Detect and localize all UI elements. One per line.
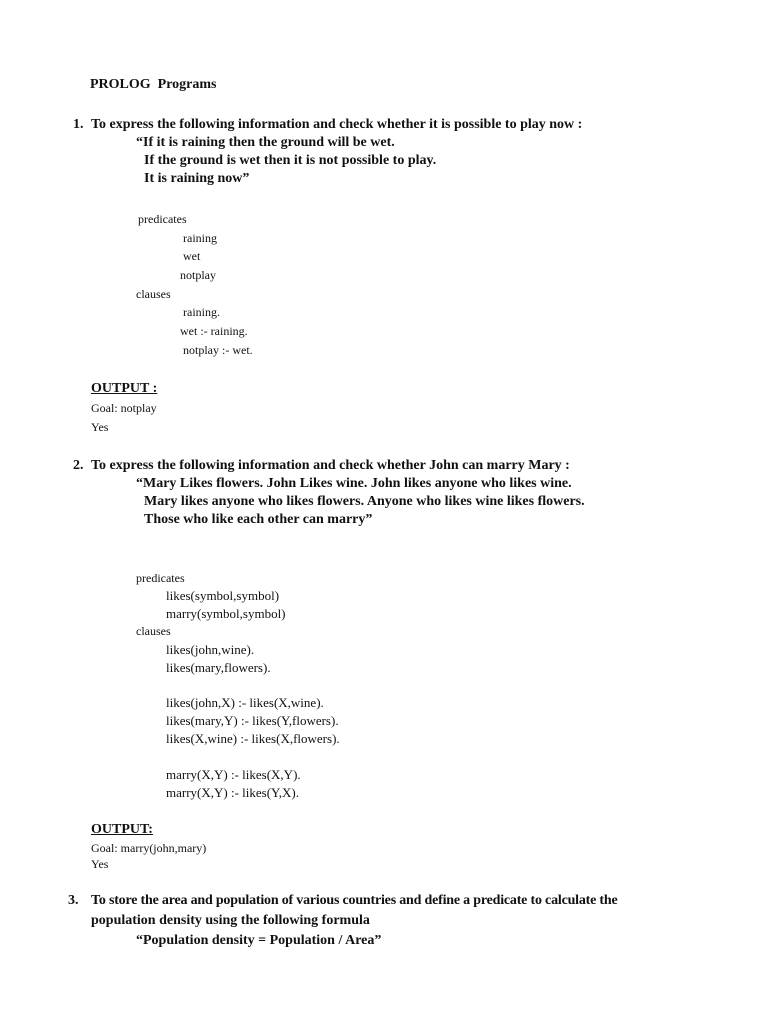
code-line: marry(X,Y) :- likes(Y,X). (166, 785, 299, 800)
code-line: raining (183, 231, 217, 245)
section-heading: population density using the following formula (91, 913, 370, 928)
code-line: clauses (136, 287, 171, 301)
output-line: Yes (91, 420, 109, 434)
section-heading: To express the following information and check whether it is possible to play now : (91, 117, 583, 132)
page-title: PROLOG Programs (90, 77, 217, 92)
output-line: Goal: notplay (91, 401, 157, 415)
code-line: likes(mary,flowers). (166, 660, 271, 675)
output-line: Yes (91, 857, 109, 871)
section-number: 2. (73, 458, 84, 473)
quote-line: If the ground is wet then it is not possible to play. (144, 153, 437, 168)
quote-line: “Mary Likes flowers. John Likes wine. John likes anyone who likes wine. (136, 476, 572, 491)
section-number: 1. (73, 117, 84, 132)
output-label: OUTPUT: (91, 822, 153, 837)
code-line: likes(symbol,symbol) (166, 588, 280, 603)
quote-line: “Population density = Population / Area” (136, 933, 382, 948)
section-heading: To store the area and population of various countries and define a predicate to calculate the (91, 893, 618, 908)
code-line: predicates (138, 212, 187, 226)
quote-line: “If it is raining then the ground will be wet. (136, 135, 395, 150)
section-heading: To express the following information and check whether John can marry Mary : (91, 458, 570, 473)
quote-line: It is raining now” (144, 171, 250, 186)
code-line: wet (183, 249, 201, 263)
output-label: OUTPUT : (91, 381, 158, 396)
quote-line: Mary likes anyone who likes flowers. Anyone who likes wine likes flowers. (144, 494, 585, 509)
section-number: 3. (68, 893, 79, 908)
code-line: raining. (183, 305, 220, 319)
code-line: notplay :- wet. (183, 343, 253, 357)
code-line: likes(john,X) :- likes(X,wine). (166, 695, 324, 710)
code-line: likes(mary,Y) :- likes(Y,flowers). (166, 713, 339, 728)
quote-line: Those who like each other can marry” (144, 512, 373, 527)
code-line: clauses (136, 624, 171, 638)
code-line: notplay (180, 268, 216, 282)
code-line: likes(john,wine). (166, 642, 255, 657)
output-line: Goal: marry(john,mary) (91, 841, 207, 855)
code-line: predicates (136, 571, 185, 585)
code-line: marry(symbol,symbol) (166, 606, 286, 621)
code-line: marry(X,Y) :- likes(X,Y). (166, 767, 301, 782)
code-line: likes(X,wine) :- likes(X,flowers). (166, 731, 340, 746)
code-line: wet :- raining. (180, 324, 248, 338)
